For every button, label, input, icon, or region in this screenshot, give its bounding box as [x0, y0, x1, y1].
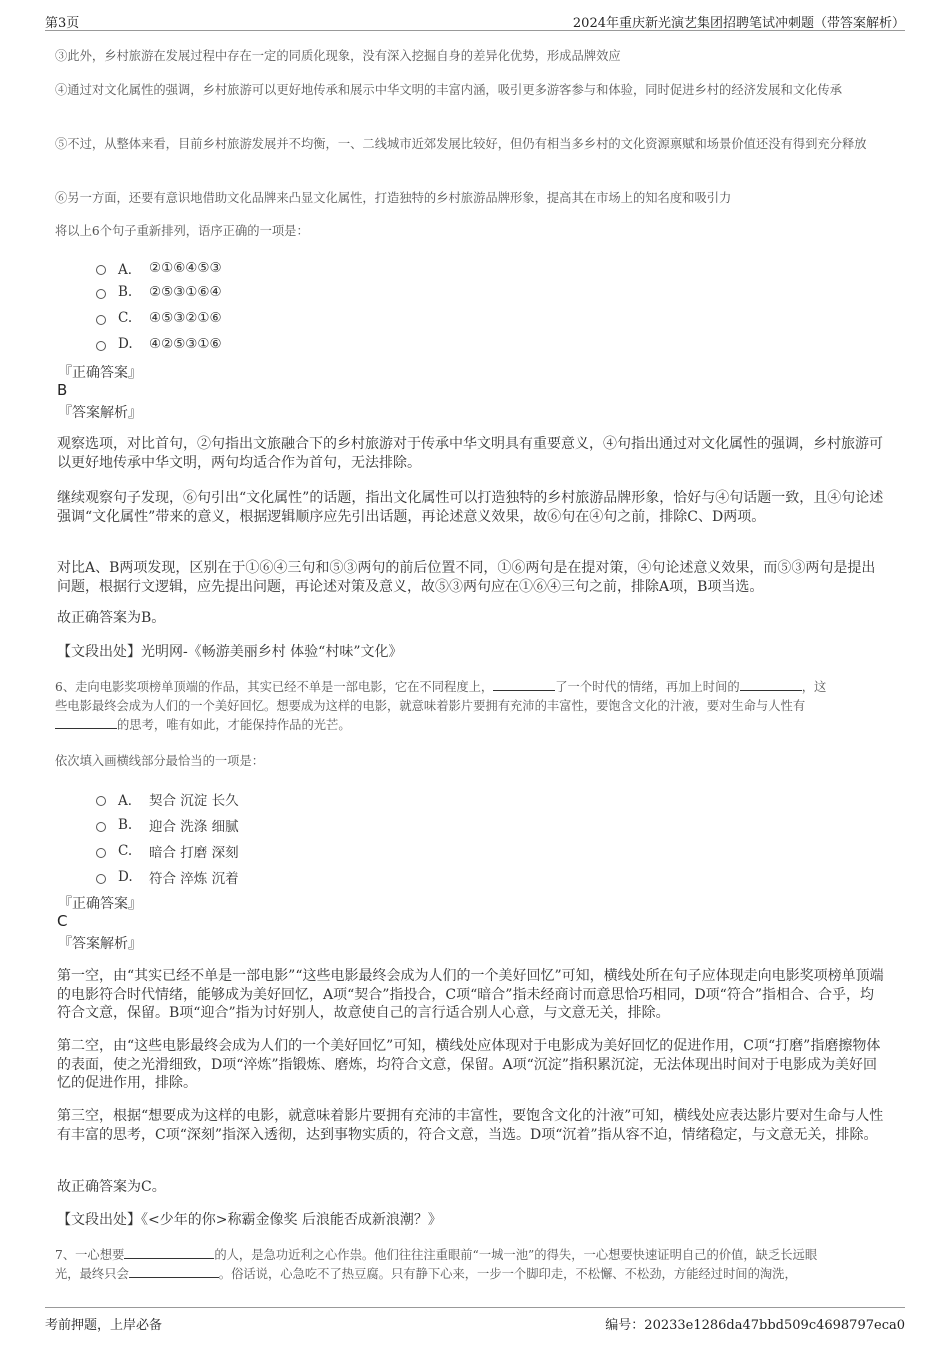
analysis-paragraph: 第三空，根据“想要成为这样的电影，就意味着影片要拥有充沛的丰富性，要饱含文化的汁液”可知，横线处应表达影片要对生命与人性有丰富的思考，C项“深刻”指深入透彻，达到事物实质的，符合文意，当选。D项“沉着”指从容不迫，情绪稳定，与文意无关，排除。	[57, 1108, 884, 1143]
analysis-paragraph: 继续观察句子发现，⑥句引出“文化属性”的话题，指出文化属性可以打造独特的乡村旅游品牌形象，恰好与④句话题一致，且④句论述强调“文化属性”带来的意义，根据逻辑顺序应先引出话题，再论述意义效果，故⑥句在④句之前，排除C、D两项。	[57, 490, 884, 525]
q6-option-d[interactable]: D. 符合 淬炼 沉着	[96, 867, 239, 887]
correct-answer: C	[57, 912, 68, 930]
document-title: 2024年重庆新光演艺集团招聘笔试冲刺题（带答案解析）	[572, 16, 905, 31]
radio-icon[interactable]	[96, 874, 106, 884]
radio-icon[interactable]	[96, 796, 106, 806]
question-6-stem: 6、走向电影奖项榜单顶端的作品，其实已经不单是一部电影，它在不同程度上， 了一个时代的情绪，再加上时间的 ，这 些电影最终会成为人们的一个美好回忆。想要成为这样的电影，就意味着影片要拥有充沛的丰富性，要饱含文化的汁液，要对生命与人性有 的思考，唯有如此，才能保持作品的光芒。	[55, 680, 827, 732]
analysis-label: 『答案解析』	[58, 405, 142, 421]
radio-icon[interactable]	[96, 265, 106, 275]
radio-icon[interactable]	[96, 848, 106, 858]
radio-icon[interactable]	[96, 315, 106, 325]
q5-option-b[interactable]: B. ②⑤③①⑥④	[96, 284, 222, 300]
q6-option-c[interactable]: C. 暗合 打磨 深刻	[96, 841, 239, 861]
fill-blank-1	[493, 678, 555, 691]
answer-label: 『正确答案』	[58, 365, 142, 381]
analysis-paragraph: 第二空，由“这些电影最终会成为人们的一个美好回忆”可知，横线处应体现对于电影成为美好回忆的促进作用，C项“打磨”指磨擦物体的表面，使之光滑细致，D项“淬炼”指锻炼、磨炼，均符合文意，保留。A项“沉淀”指积累沉淀，无法体现出时间对于电影成为美好回忆的促进作用，排除。	[57, 1038, 881, 1091]
source-citation: 【文段出处】《<少年的你>称霸金像奖 后浪能否成新浪潮？》	[57, 1212, 442, 1228]
fill-blank-3	[55, 716, 117, 729]
page-header	[45, 0, 905, 31]
question-prompt: 依次填入画横线部分最恰当的一项是：	[55, 754, 265, 768]
analysis-label: 『答案解析』	[58, 936, 142, 952]
analysis-paragraph: 对比A、B两项发现，区别在于①⑥④三句和⑤③两句的前后位置不同，①⑥两句是在提对策，④句论述意义效果，而⑤③两句是提出问题，根据行文逻辑，应先提出问题，再论述对策及意义，故⑤③两句应在①⑥④三句之前，排除A项，B项当选。	[57, 560, 876, 595]
radio-icon[interactable]	[96, 289, 106, 299]
source-citation: 【文段出处】光明网-《畅游美丽乡村 体验“村味”文化》	[57, 644, 403, 660]
question-7-stem: 7、一心想要 的人，是急功近利之心作祟。他们往往注重眼前“一城一池”的得失，一心想要快速证明自己的价值，缺乏长远眼 光，最终只会 。俗话说，心急吃不了热豆腐。只有静下心来，一步一个脚印走，不松懈、不松劲，方能经过时间的淘洗，	[55, 1248, 818, 1281]
analysis-paragraph: 第一空，由“其实已经不单是一部电影”“这些电影最终会成为人们的一个美好回忆”可知，横线处所在句子应体现走向电影奖项榜单顶端的电影符合时代情绪，能够成为美好回忆，A项“契合”指投合，C项“暗合”指未经商讨而意思恰巧相同，D项“符合”指相合、合乎，均符合文意，保留。B项“迎合”指为讨好别人，故意使自己的言行适合别人心意，与文意无关，排除。	[57, 968, 884, 1021]
analysis-paragraph: 观察选项，对比首句，②句指出文旅融合下的乡村旅游对于传承中华文明具有重要意义，④句指出通过对文化属性的强调，乡村旅游可以更好地传承中华文明，两句均适合作为首句，无法排除。	[57, 436, 883, 471]
sentence-6: ⑥另一方面，还要有意识地借助文化品牌来凸显文化属性，打造独特的乡村旅游品牌形象，提高其在市场上的知名度和吸引力	[55, 191, 732, 205]
fill-blank-2	[129, 1265, 219, 1278]
q6-option-a[interactable]: A． 契合 沉淀 长久	[96, 789, 239, 809]
sentence-5: ⑤不过，从整体来看，目前乡村旅游发展并不均衡，一、二线城市近郊发展比较好，但仍有相当多乡村的文化资源禀赋和场景价值还没有得到充分释放	[55, 137, 867, 151]
q6-option-b[interactable]: B. 迎合 洗涤 细腻	[96, 815, 239, 835]
document-id: 编号：20233e1286da47bbd509c4698797eca0	[605, 1318, 905, 1333]
radio-icon[interactable]	[96, 822, 106, 832]
answer-label: 『正确答案』	[58, 896, 142, 912]
analysis-conclusion: 故正确答案为B。	[57, 610, 166, 626]
q5-option-d[interactable]: D. ④②⑤③①⑥	[96, 336, 222, 352]
analysis-conclusion: 故正确答案为C。	[57, 1179, 166, 1195]
page-footer	[45, 1307, 905, 1338]
sentence-4: ④通过对文化属性的强调，乡村旅游可以更好地传承和展示中华文明的丰富内涵，吸引更多游客参与和体验，同时促进乡村的经济发展和文化传承	[55, 83, 843, 97]
q5-option-c[interactable]: C. ④⑤③②①⑥	[96, 310, 222, 326]
question-prompt: 将以上6个句子重新排列，语序正确的一项是：	[55, 224, 309, 238]
page-number: 第3页	[45, 16, 80, 31]
fill-blank-1	[124, 1246, 214, 1259]
radio-icon[interactable]	[96, 341, 106, 351]
fill-blank-2	[740, 678, 802, 691]
correct-answer: B	[57, 381, 68, 399]
footer-slogan: 考前押题，上岸必备	[45, 1318, 163, 1333]
q5-option-a[interactable]: A． ②①⑥④⑤③	[96, 258, 222, 278]
sentence-3: ③此外，乡村旅游在发展过程中存在一定的同质化现象，没有深入挖掘自身的差异化优势，形成品牌效应	[55, 49, 621, 63]
